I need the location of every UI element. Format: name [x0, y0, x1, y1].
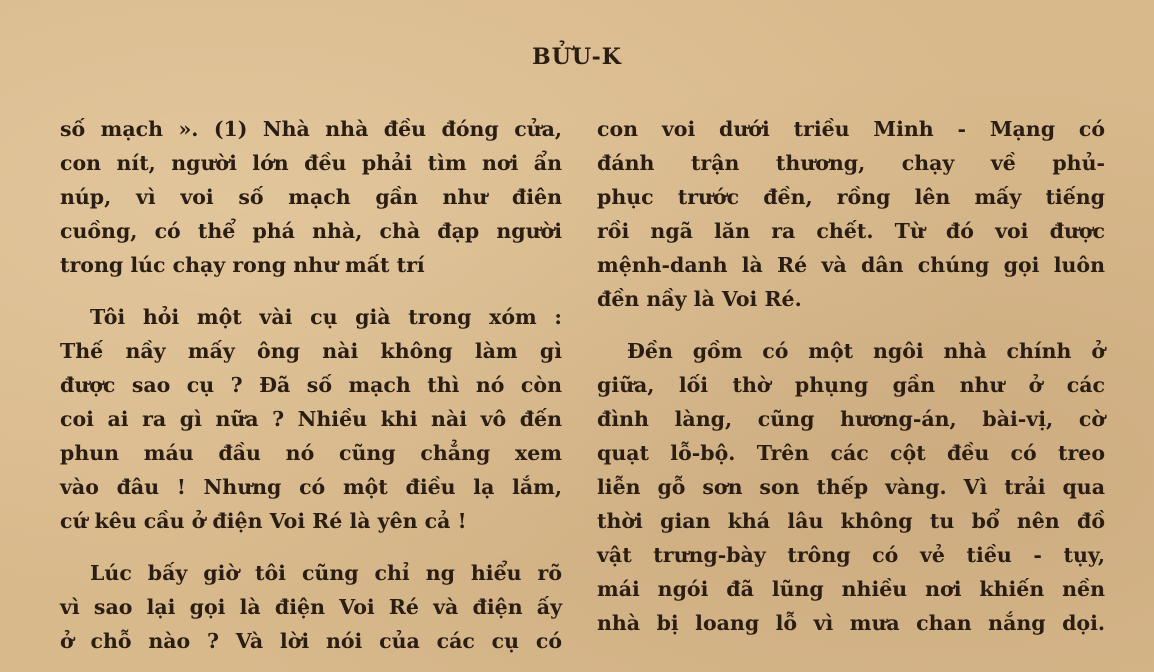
text-line: cuồng, có thể phá nhà, chà đạp người — [60, 219, 562, 243]
text-line: Đền gồm có một ngôi nhà chính ở — [627, 339, 1105, 363]
text-line: coi ai ra gì nữa ? Nhiều khi nài vô đến — [60, 407, 562, 431]
page-header: BỬU-K — [532, 44, 622, 70]
text-line: liễn gỗ sơn son thếp vàng. Vì trải qua — [597, 475, 1105, 499]
text-line: vào đâu ! Nhưng có một điều lạ lắm, — [60, 475, 562, 499]
right-column — [597, 112, 1105, 640]
text-line: mái ngói đã lũng nhiều nơi khiến nền — [597, 577, 1105, 601]
text-line: phục trước đền, rồng lên mấy tiếng — [597, 185, 1105, 209]
text-line: rồi ngã lăn ra chết. Từ đó voi được — [597, 219, 1105, 243]
text-line: nhà bị loang lỗ vì mưa chan nắng dọi. — [597, 611, 1105, 635]
text-line: mệnh-danh là Ré và dân chúng gọi luôn — [597, 253, 1105, 277]
text-line: cứ kêu cầu ở điện Voi Ré là yên cả ! — [60, 509, 467, 533]
text-line: vì sao lại gọi là điện Voi Ré và điện ấy — [60, 595, 562, 619]
text-line: con nít, người lớn đều phải tìm nơi ẩn — [60, 151, 562, 175]
text-line: đền nầy là Voi Ré. — [597, 287, 802, 311]
text-line: đình làng, cũng hương-án, bài-vị, cờ — [597, 407, 1105, 431]
text-line: vật trưng-bày trông có vẻ tiều - tụy, — [597, 543, 1105, 567]
text-line: đánh trận thương, chạy về phủ- — [597, 151, 1105, 175]
text-line: quạt lỗ-bộ. Trên các cột đều có treo — [597, 441, 1105, 465]
text-line: núp, vì voi số mạch gần như điên — [60, 185, 562, 209]
text-line: con voi dưới triều Minh - Mạng có — [597, 117, 1105, 141]
text-line: thời gian khá lâu không tu bổ nên đồ — [597, 509, 1105, 533]
text-line: Tôi hỏi một vài cụ già trong xóm : — [90, 305, 562, 329]
text-line: Lúc bấy giờ tôi cũng chỉ ng hiểu rõ — [90, 561, 562, 585]
text-line: Thế nầy mấy ông nài không làm gì — [60, 339, 562, 363]
text-line: được sao cụ ? Đã số mạch thì nó còn — [60, 373, 562, 397]
text-line: phun máu đầu nó cũng chẳng xem — [60, 441, 562, 465]
text-line: ở chỗ nào ? Và lời nói của các cụ có — [60, 629, 562, 653]
text-line: giữa, lối thờ phụng gần như ở các — [597, 373, 1105, 397]
text-line: số mạch ». (1) Nhà nhà đều đóng cửa, — [60, 117, 562, 141]
text-line: trong lúc chạy rong như mất trí — [60, 253, 425, 277]
left-column — [60, 112, 562, 658]
